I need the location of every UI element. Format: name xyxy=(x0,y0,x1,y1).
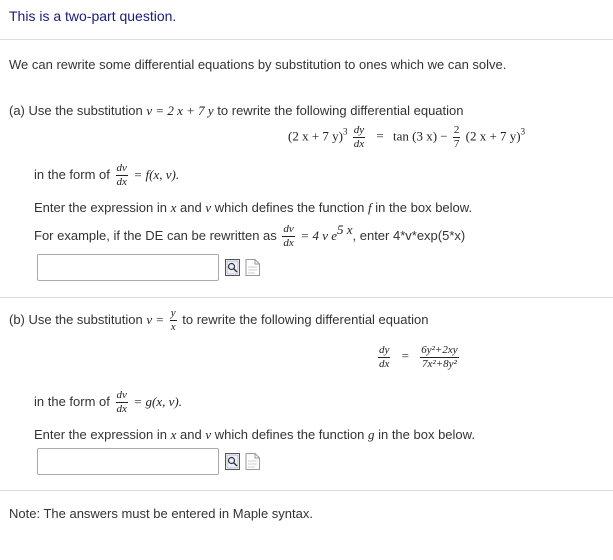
equals: = xyxy=(401,348,409,364)
form-rhs: = f(x, v). xyxy=(133,166,180,182)
rhs-fraction xyxy=(420,345,458,370)
maple-help-icon[interactable] xyxy=(245,453,260,470)
part-a-prompt xyxy=(9,103,463,119)
divider xyxy=(0,39,613,40)
y-over-x-fraction xyxy=(170,308,177,333)
maple-help-icon[interactable] xyxy=(245,259,260,276)
dv-dx-fraction xyxy=(116,390,128,415)
part-b-answer-input[interactable] xyxy=(37,448,219,475)
preview-icon[interactable] xyxy=(225,453,240,470)
part-a-tail: to rewrite the following differential equation xyxy=(217,103,464,118)
dx: dx xyxy=(353,138,365,150)
instr-pre: Enter the expression in xyxy=(34,200,167,215)
example-fraction xyxy=(282,224,294,249)
var-v: v xyxy=(205,427,212,442)
part-b-instruction xyxy=(34,427,475,443)
part-a-answer-input[interactable] xyxy=(37,254,219,281)
dy-dx-fraction xyxy=(353,125,365,150)
var-x: x xyxy=(170,427,177,442)
part-b-form xyxy=(34,390,182,415)
preview-icon[interactable] xyxy=(225,259,240,276)
var-v: v xyxy=(205,200,212,215)
rhs-base: (2 x + 7 y) xyxy=(465,128,521,144)
rhs-den: 7x²+8y² xyxy=(422,358,457,370)
tan-term: tan (3 x) − xyxy=(392,128,448,144)
part-b-sub-lhs: v = xyxy=(146,311,165,327)
instr-post: in the box below. xyxy=(378,427,475,442)
instr-pre: Enter the expression in xyxy=(34,427,167,442)
func-f: f xyxy=(367,200,372,215)
instr-mid: which defines the function xyxy=(214,200,365,215)
question-title: This is a two-part question. xyxy=(9,8,177,24)
part-a-instruction xyxy=(34,200,472,216)
instr-and: and xyxy=(180,200,202,215)
part-b-equation xyxy=(376,345,461,370)
dy: dy xyxy=(379,344,390,356)
example-exp: 5 x xyxy=(336,222,353,237)
func-g: g xyxy=(367,427,375,442)
instr-and: and xyxy=(180,427,202,442)
dx: dx xyxy=(379,358,390,370)
divider xyxy=(0,490,613,491)
dx: dx xyxy=(116,176,127,188)
instr-post: in the box below. xyxy=(375,200,473,215)
part-a-lead: (a) Use the substitution xyxy=(9,103,143,118)
lhs-exponent: 3 xyxy=(343,126,348,137)
part-a-example xyxy=(34,222,465,249)
form-rhs: = g(x, v). xyxy=(133,393,182,409)
coef-num: 2 xyxy=(453,124,460,136)
footer-note: Note: The answers must be entered in Maple syntax. xyxy=(9,506,313,521)
divider xyxy=(0,297,613,298)
lhs-base: (2 x + 7 y) xyxy=(288,128,343,144)
dy-dx-fraction xyxy=(378,345,390,370)
instr-mid: which defines the function xyxy=(214,427,365,442)
sub-num: y xyxy=(170,307,176,319)
sub-den: x xyxy=(170,321,176,333)
dv: dv xyxy=(116,389,127,401)
example-pre: For example, if the DE can be rewritten as xyxy=(34,228,277,243)
var-x: x xyxy=(170,200,177,215)
part-a-substitution: v = 2 x + 7 y xyxy=(146,103,214,118)
example-num: dv xyxy=(283,223,294,236)
part-b-tail: to rewrite the following differential equation xyxy=(182,311,429,327)
part-b-prompt xyxy=(9,308,428,333)
intro-text: We can rewrite some differential equations by substitution to ones which we can solve. xyxy=(9,57,507,72)
equals: = xyxy=(376,128,384,144)
dv: dv xyxy=(116,162,127,174)
form-text: in the form of xyxy=(34,166,110,182)
example-post: , enter 4*v*exp(5*x) xyxy=(352,228,466,243)
example-rhs: = 4 v e xyxy=(300,228,337,243)
part-b-lead: (b) Use the substitution xyxy=(9,311,143,327)
coef-den: 7 xyxy=(453,138,460,150)
form-text: in the form of xyxy=(34,393,110,409)
dx: dx xyxy=(116,403,127,415)
dv-dx-fraction xyxy=(116,163,128,188)
coefficient-fraction xyxy=(453,125,461,150)
example-den: dx xyxy=(283,237,294,250)
rhs-exponent: 3 xyxy=(520,126,526,137)
part-a-equation xyxy=(288,125,525,150)
dy: dy xyxy=(353,124,365,136)
rhs-num: 6y²+2xy xyxy=(421,344,458,356)
part-a-form xyxy=(34,163,179,188)
